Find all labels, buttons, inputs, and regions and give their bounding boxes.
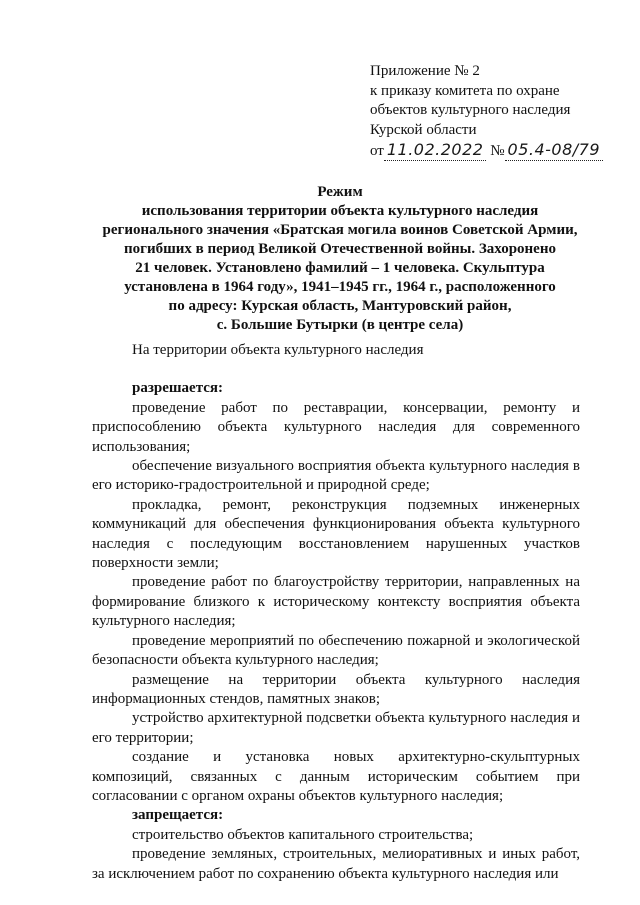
appendix-order-line: к приказу комитета по охране (370, 82, 560, 99)
document-body (92, 341, 580, 884)
intro-paragraph: На территории объекта культурного наследия (132, 342, 424, 358)
appendix-date-number-line (370, 140, 620, 162)
title-line-3: регионального значения «Братская могила воинов Советской Армии, (102, 222, 578, 238)
allowed-item: проведение мероприятий по обеспечению пожарной и экологической безопасности объекта культурного наследия; (92, 632, 580, 669)
allowed-heading: разрешается: (132, 380, 224, 397)
allowed-item: проведение работ по реставрации, консервации, ремонту и приспособлению объекта культурного наследия для современного использования; (92, 399, 580, 455)
title-line-5: 21 человек. Установлено фамилий – 1 человека. Скульптура (135, 260, 545, 276)
document-title (80, 183, 600, 335)
appendix-region-line: Курской области (370, 121, 477, 138)
handwritten-date: 11.02.2022 (384, 140, 487, 161)
appendix-header (370, 62, 620, 162)
title-line-6: установлена в 1964 году», 1941–1945 гг., 1964 г., расположенного (124, 279, 556, 295)
appendix-number: Приложение № 2 (370, 63, 480, 79)
handwritten-number: 05.4-08/79 (505, 140, 604, 161)
allowed-item: проведение работ по благоустройству территории, направленных на формирование близкого к историческому контексту восприятия объекта культурного наследия; (92, 574, 580, 630)
allowed-item: обеспечение визуального восприятия объекта культурного наследия в его историко-градостроительной и природной среде; (92, 458, 580, 494)
title-line-1: Режим (317, 184, 363, 200)
title-line-7: по адресу: Курская область, Мантуровский район, (168, 298, 512, 314)
allowed-item: устройство архитектурной подсветки объекта культурного наследия и его территории; (92, 710, 580, 746)
number-label: № (490, 143, 505, 159)
allowed-item: прокладка, ремонт, реконструкция подземных инженерных коммуникаций для обеспечения функционирования объекта культурного наследия с последующим восстановлением нарушенных участков поверхности земли; (92, 496, 580, 572)
title-line-8: с. Большие Бутырки (в центре села) (216, 317, 464, 333)
allowed-item: создание и установка новых архитектурно-скульптурных композиций, связанных с данным историческим событием при согласовании с органом охраны объектов культурного наследия; (92, 749, 580, 804)
appendix-committee-line: объектов культурного наследия (370, 102, 571, 118)
allowed-item: размещение на территории объекта культурного наследия информационных стендов, памятных знаков; (92, 671, 580, 707)
title-line-4: погибших в период Великой Отечественной войны. Захоронено (124, 241, 556, 257)
forbidden-item: проведение земляных, строительных, мелиоративных и иных работ, за исключением работ по сохранению объекта культурного наследия или (92, 846, 580, 882)
forbidden-heading: запрещается: (132, 807, 224, 824)
forbidden-item: строительство объектов капитального строительства; (132, 826, 474, 843)
title-line-2: использования территории объекта культурного наследия (141, 203, 539, 219)
from-label: от (370, 143, 384, 159)
